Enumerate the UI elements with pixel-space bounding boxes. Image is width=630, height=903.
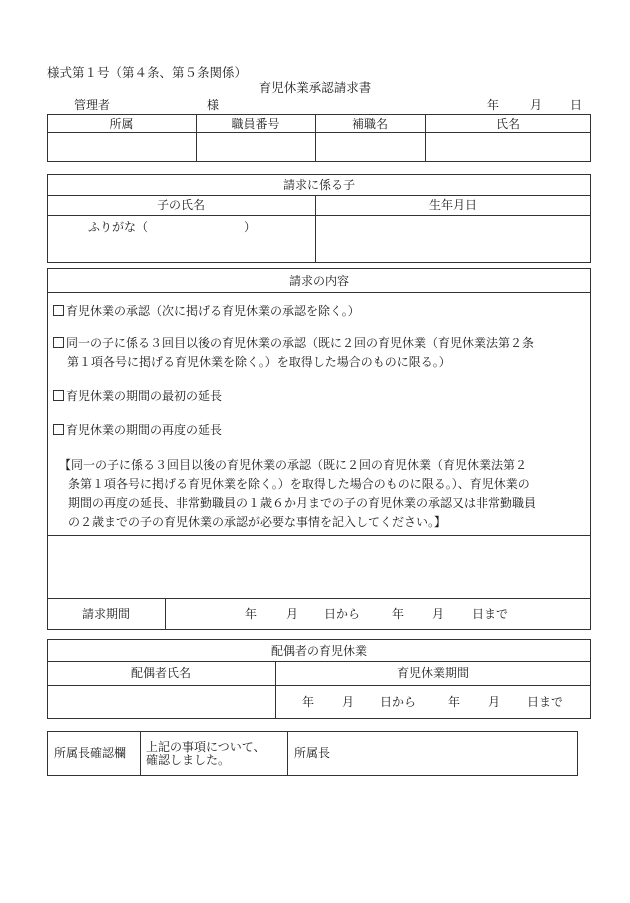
option-first-extension[interactable]: 育児休業の期間の最初の延長	[53, 387, 222, 406]
date-month: 月	[530, 98, 543, 112]
checkbox-second-extension[interactable]	[53, 424, 64, 435]
child-name-field[interactable]	[48, 236, 314, 262]
request-period-label: 請求期間	[81, 607, 130, 621]
affiliation-field[interactable]	[48, 133, 195, 161]
position-field[interactable]	[316, 133, 424, 161]
request-period-field[interactable]: 年 月 日から 年 月 日まで	[245, 607, 509, 621]
header-position: 補職名	[351, 117, 388, 131]
date-year: 年	[487, 98, 500, 112]
addressee-label: 管理者	[74, 98, 111, 112]
form-number: 様式第１号（第４条、第５条関係）	[47, 65, 248, 80]
birthdate-field[interactable]	[316, 216, 590, 262]
child-name-label: 子の氏名	[156, 198, 205, 212]
header-affiliation: 所属	[109, 117, 134, 131]
addressee-honorific: 様	[207, 98, 220, 112]
page-title: 育児休業承認請求書	[258, 80, 372, 95]
child-section-heading: 請求に係る子	[282, 178, 355, 192]
checkbox-approval[interactable]	[53, 305, 64, 316]
furigana-field[interactable]: ふりがな（ ）	[88, 220, 257, 234]
checkbox-first-extension[interactable]	[53, 390, 64, 401]
spouse-name-field[interactable]	[48, 686, 274, 718]
spouse-name-label: 配偶者氏名	[130, 666, 191, 680]
employee-number-field[interactable]	[197, 133, 314, 161]
spouse-period-field[interactable]: 年 月 日から 年 月 日まで	[302, 695, 564, 709]
header-name: 氏名	[495, 117, 520, 131]
option-approval[interactable]: 育児休業の承認（次に掲げる育児休業の承認を除く。）	[53, 302, 360, 321]
reason-instruction: 【同一の子に係る３回目以後の育児休業の承認（既に２回の育児休業（育児休業法第２ 条第１項各号に掲げる育児休業を除く。）を取得した場合のものに限る。）、育児休業の 期間の再度の延長、非常勤職員の１歳６か月までの子の育児休業の承認又は非常勤職員 の２歳までの子の育児休業の承認が必要な事情を記入してください。】	[59, 458, 537, 529]
confirmation-signer: 所属長	[294, 746, 331, 760]
header-employee-number: 職員番号	[231, 117, 280, 131]
spouse-period-label: 育児休業期間	[396, 666, 469, 680]
request-section-heading: 請求の内容	[288, 274, 349, 288]
birthdate-label: 生年月日	[428, 198, 477, 212]
reason-text-field[interactable]	[48, 536, 590, 597]
name-field[interactable]	[426, 133, 590, 161]
confirmation-text: 上記の事項について、 確認しました。	[146, 740, 266, 767]
option-third-approval[interactable]: 同一の子に係る３回目以後の育児休業の承認（既に２回の育児休業（育児休業法第２条 第１項各号に掲げる育児休業を除く。）を取得した場合のものに限る。）	[53, 334, 534, 372]
confirmation-label: 所属長確認欄	[54, 746, 127, 760]
date-day: 日	[570, 98, 583, 112]
checkbox-third-approval[interactable]	[53, 337, 64, 348]
spouse-section-heading: 配偶者の育児休業	[270, 644, 367, 658]
option-second-extension[interactable]: 育児休業の期間の再度の延長	[53, 421, 222, 440]
signer-field[interactable]	[340, 732, 577, 775]
